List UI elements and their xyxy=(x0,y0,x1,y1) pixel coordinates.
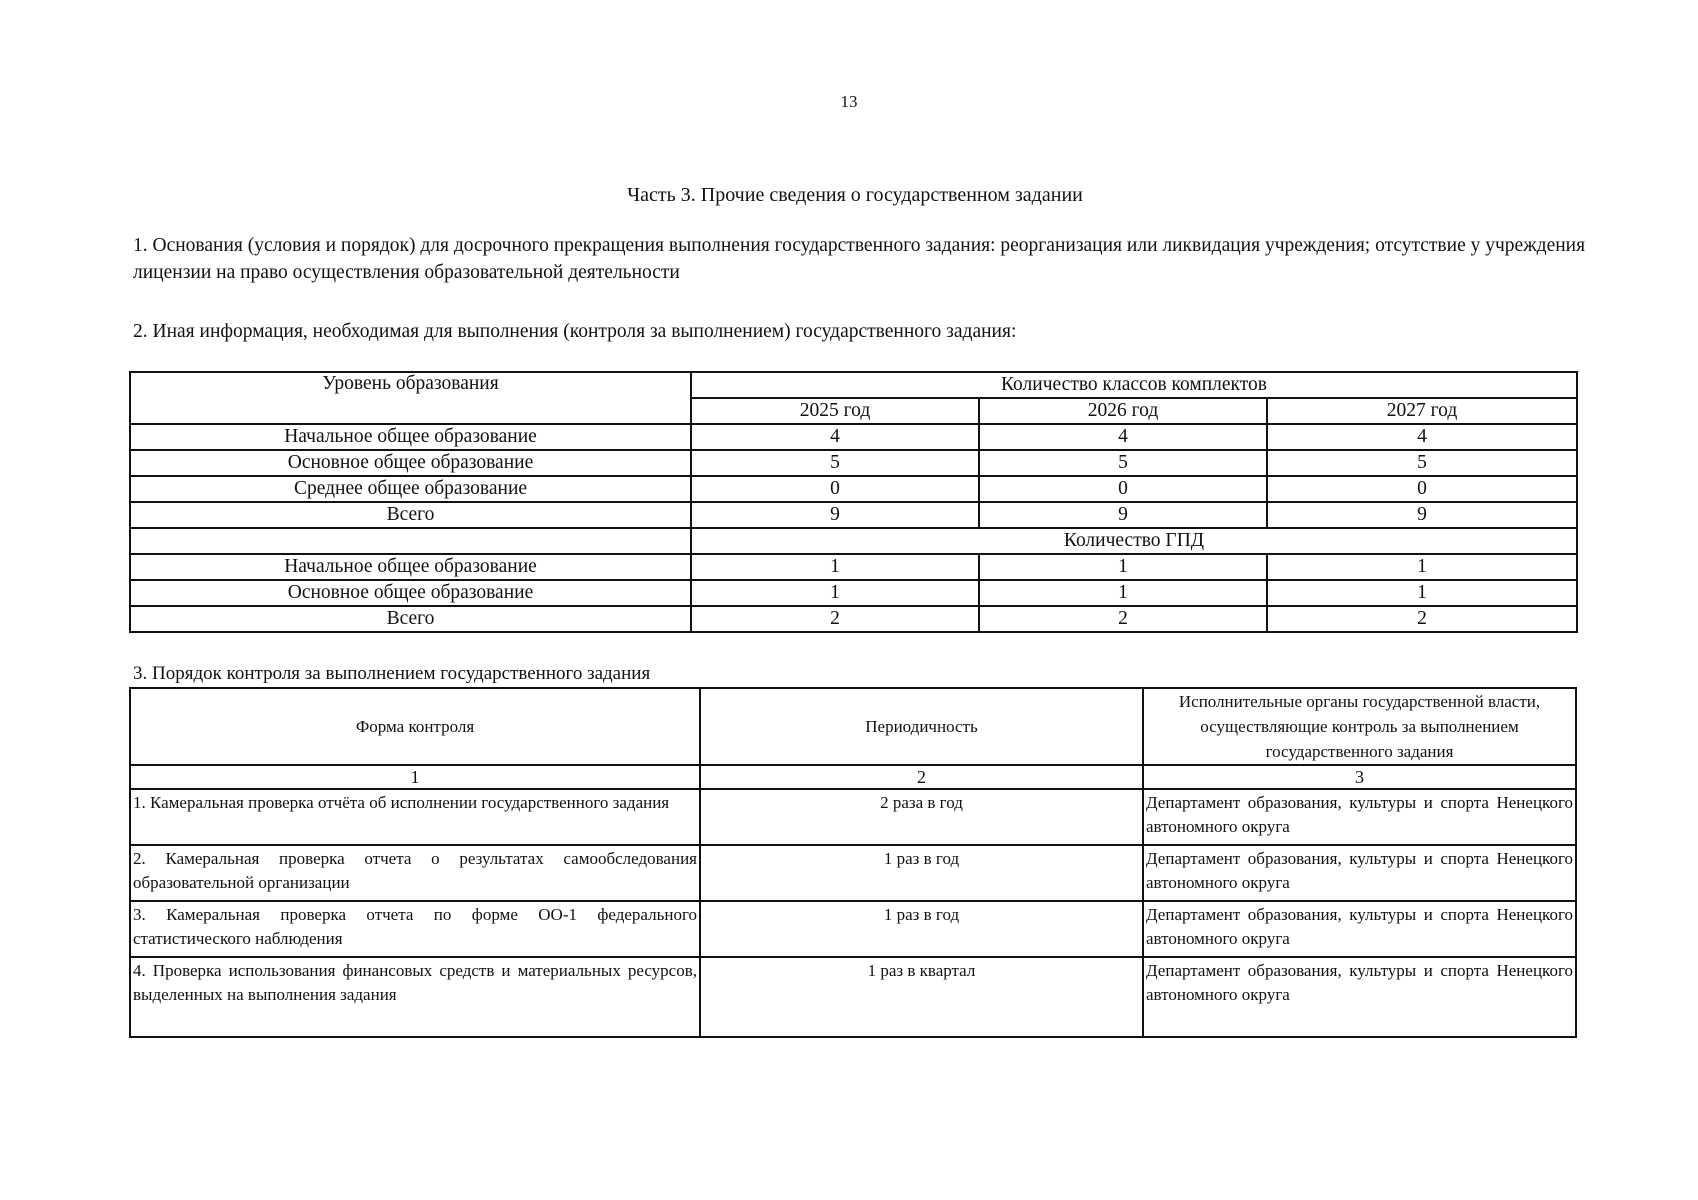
control-form-cell: 3. Камеральная проверка отчета по форме ОО-1 федерального статистического наблюдения xyxy=(130,901,700,957)
value-cell: 1 xyxy=(691,580,979,606)
value-cell: 1 xyxy=(1267,554,1577,580)
value-cell: 1 xyxy=(979,580,1267,606)
paragraph-other-information: 2. Иная информация, необходимая для выполнения (контроля за выполнением) государственного задания: xyxy=(133,321,1017,342)
value-cell: 5 xyxy=(979,450,1267,476)
year-header: 2027 год xyxy=(1267,398,1577,424)
level-cell: Начальное общее образование xyxy=(130,424,691,450)
periodicity-cell: 1 раз в год xyxy=(700,845,1143,901)
column-number: 2 xyxy=(700,765,1143,789)
period-header: Периодичность xyxy=(700,688,1143,765)
periodicity-cell: 2 раза в год xyxy=(700,789,1143,845)
authority-cell: Департамент образования, культуры и спорта Ненецкого автономного округа xyxy=(1143,789,1576,845)
authority-header: Исполнительные органы государственной власти, осуществляющие контроль за выполнением государственного задания xyxy=(1143,688,1576,765)
control-form-cell: 2. Камеральная проверка отчета о результатах самообследования образовательной организации xyxy=(130,845,700,901)
value-cell: 2 xyxy=(691,606,979,632)
year-header: 2025 год xyxy=(691,398,979,424)
level-cell: Всего xyxy=(130,606,691,632)
value-cell: 0 xyxy=(979,476,1267,502)
form-header: Форма контроля xyxy=(130,688,700,765)
gpd-header: Количество ГПД xyxy=(691,528,1577,554)
control-procedure-table xyxy=(129,687,1577,1038)
value-cell: 9 xyxy=(979,502,1267,528)
level-cell: Основное общее образование xyxy=(130,450,691,476)
value-cell: 0 xyxy=(691,476,979,502)
value-cell: 2 xyxy=(979,606,1267,632)
value-cell: 4 xyxy=(1267,424,1577,450)
table-row xyxy=(130,957,1576,1037)
value-cell: 5 xyxy=(691,450,979,476)
control-form-cell: 1. Камеральная проверка отчёта об исполнении государственного задания xyxy=(130,789,700,845)
page-number: 13 xyxy=(840,92,858,111)
table-row xyxy=(130,789,1576,845)
value-cell: 5 xyxy=(1267,450,1577,476)
value-cell: 2 xyxy=(1267,606,1577,632)
table-row xyxy=(130,580,1577,606)
paragraph-termination-grounds: 1. Основания (условия и порядок) для досрочного прекращения выполнения государственного задания: реорганизация или ликвидация учреждения; отсутствие у учреждения лицензии на право осуществления образовательной деятельности xyxy=(133,235,1586,283)
part-title: Часть 3. Прочие сведения о государственном задании xyxy=(627,184,1083,206)
classes-header: Количество классов комплектов xyxy=(691,372,1577,398)
table-row xyxy=(130,845,1576,901)
value-cell: 9 xyxy=(691,502,979,528)
periodicity-cell: 1 раз в квартал xyxy=(700,957,1143,1037)
column-number: 3 xyxy=(1143,765,1576,789)
control-form-cell: 4. Проверка использования финансовых средств и материальных ресурсов, выделенных на выполнения задания xyxy=(130,957,700,1037)
table-row xyxy=(130,450,1577,476)
authority-cell: Департамент образования, культуры и спорта Ненецкого автономного округа xyxy=(1143,901,1576,957)
value-cell: 1 xyxy=(691,554,979,580)
table-row xyxy=(130,476,1577,502)
paragraph-control-procedure: 3. Порядок контроля за выполнением государственного задания xyxy=(133,663,651,684)
level-cell: Среднее общее образование xyxy=(130,476,691,502)
authority-cell: Департамент образования, культуры и спорта Ненецкого автономного округа xyxy=(1143,845,1576,901)
table-row xyxy=(130,424,1577,450)
table-row xyxy=(130,554,1577,580)
table-row xyxy=(130,901,1576,957)
column-number: 1 xyxy=(130,765,700,789)
periodicity-cell: 1 раз в год xyxy=(700,901,1143,957)
authority-cell: Департамент образования, культуры и спорта Ненецкого автономного округа xyxy=(1143,957,1576,1037)
value-cell: 1 xyxy=(1267,580,1577,606)
value-cell: 4 xyxy=(691,424,979,450)
value-cell: 4 xyxy=(979,424,1267,450)
level-header: Уровень образования xyxy=(130,372,691,424)
empty-cell xyxy=(130,528,691,554)
level-cell: Основное общее образование xyxy=(130,580,691,606)
value-cell: 9 xyxy=(1267,502,1577,528)
table-row xyxy=(130,606,1577,632)
value-cell: 0 xyxy=(1267,476,1577,502)
value-cell: 1 xyxy=(979,554,1267,580)
table-row xyxy=(130,502,1577,528)
level-cell: Начальное общее образование xyxy=(130,554,691,580)
class-sets-table xyxy=(129,371,1578,633)
level-cell: Всего xyxy=(130,502,691,528)
year-header: 2026 год xyxy=(979,398,1267,424)
